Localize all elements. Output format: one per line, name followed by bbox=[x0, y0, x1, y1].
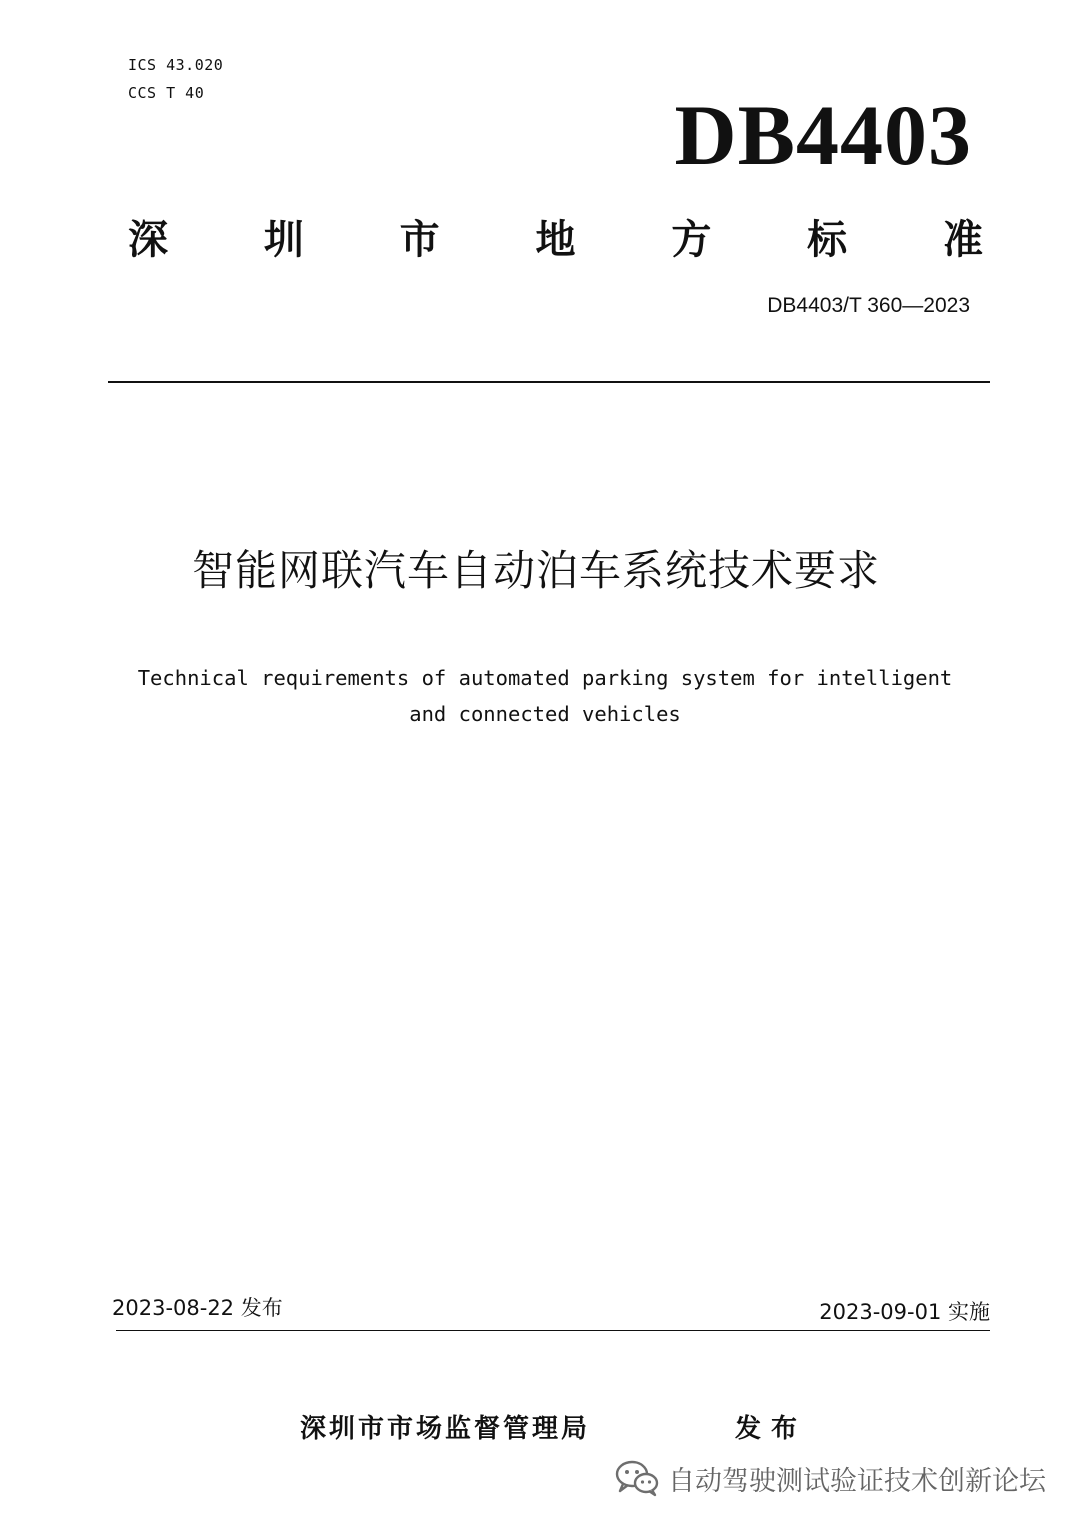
wechat-icon bbox=[614, 1458, 660, 1498]
footer-divider bbox=[116, 1330, 990, 1331]
standard-code: DB4403 bbox=[674, 87, 972, 183]
standard-type-char: 地 bbox=[535, 216, 576, 263]
ccs-code: CCS T 40 bbox=[128, 84, 205, 102]
issue-date: 2023-08-22 发布 bbox=[112, 1296, 283, 1320]
document-title-english bbox=[100, 660, 990, 732]
standard-type-char: 市 bbox=[399, 216, 440, 263]
standard-type-char: 深 bbox=[128, 216, 168, 263]
header-divider bbox=[108, 381, 990, 383]
standard-type-char: 方 bbox=[671, 216, 712, 263]
issue-label: 发布 bbox=[735, 1414, 808, 1444]
standard-type-char: 标 bbox=[807, 216, 848, 263]
title-english-line-2: and connected vehicles bbox=[409, 702, 681, 726]
watermark bbox=[614, 1458, 1046, 1498]
document-title-chinese bbox=[0, 538, 1080, 598]
standard-type bbox=[128, 208, 983, 264]
title-chinese-text: 智能网联汽车自动泊车系统技术要求 bbox=[191, 546, 880, 595]
title-english-line-1: Technical requirements of automated parking system for intelligent bbox=[137, 666, 953, 690]
standard-type-char: 圳 bbox=[263, 216, 304, 263]
issuing-authority: 深圳市市场监督管理局 bbox=[300, 1414, 591, 1444]
implementation-date: 2023-09-01 实施 bbox=[819, 1300, 990, 1324]
standard-type-char: 准 bbox=[942, 216, 983, 263]
ics-code: ICS 43.020 bbox=[128, 56, 224, 74]
standard-number: DB4403/T 360—2023 bbox=[767, 294, 970, 317]
watermark-text: 自动驾驶测试验证技术创新论坛 bbox=[668, 1465, 1046, 1497]
